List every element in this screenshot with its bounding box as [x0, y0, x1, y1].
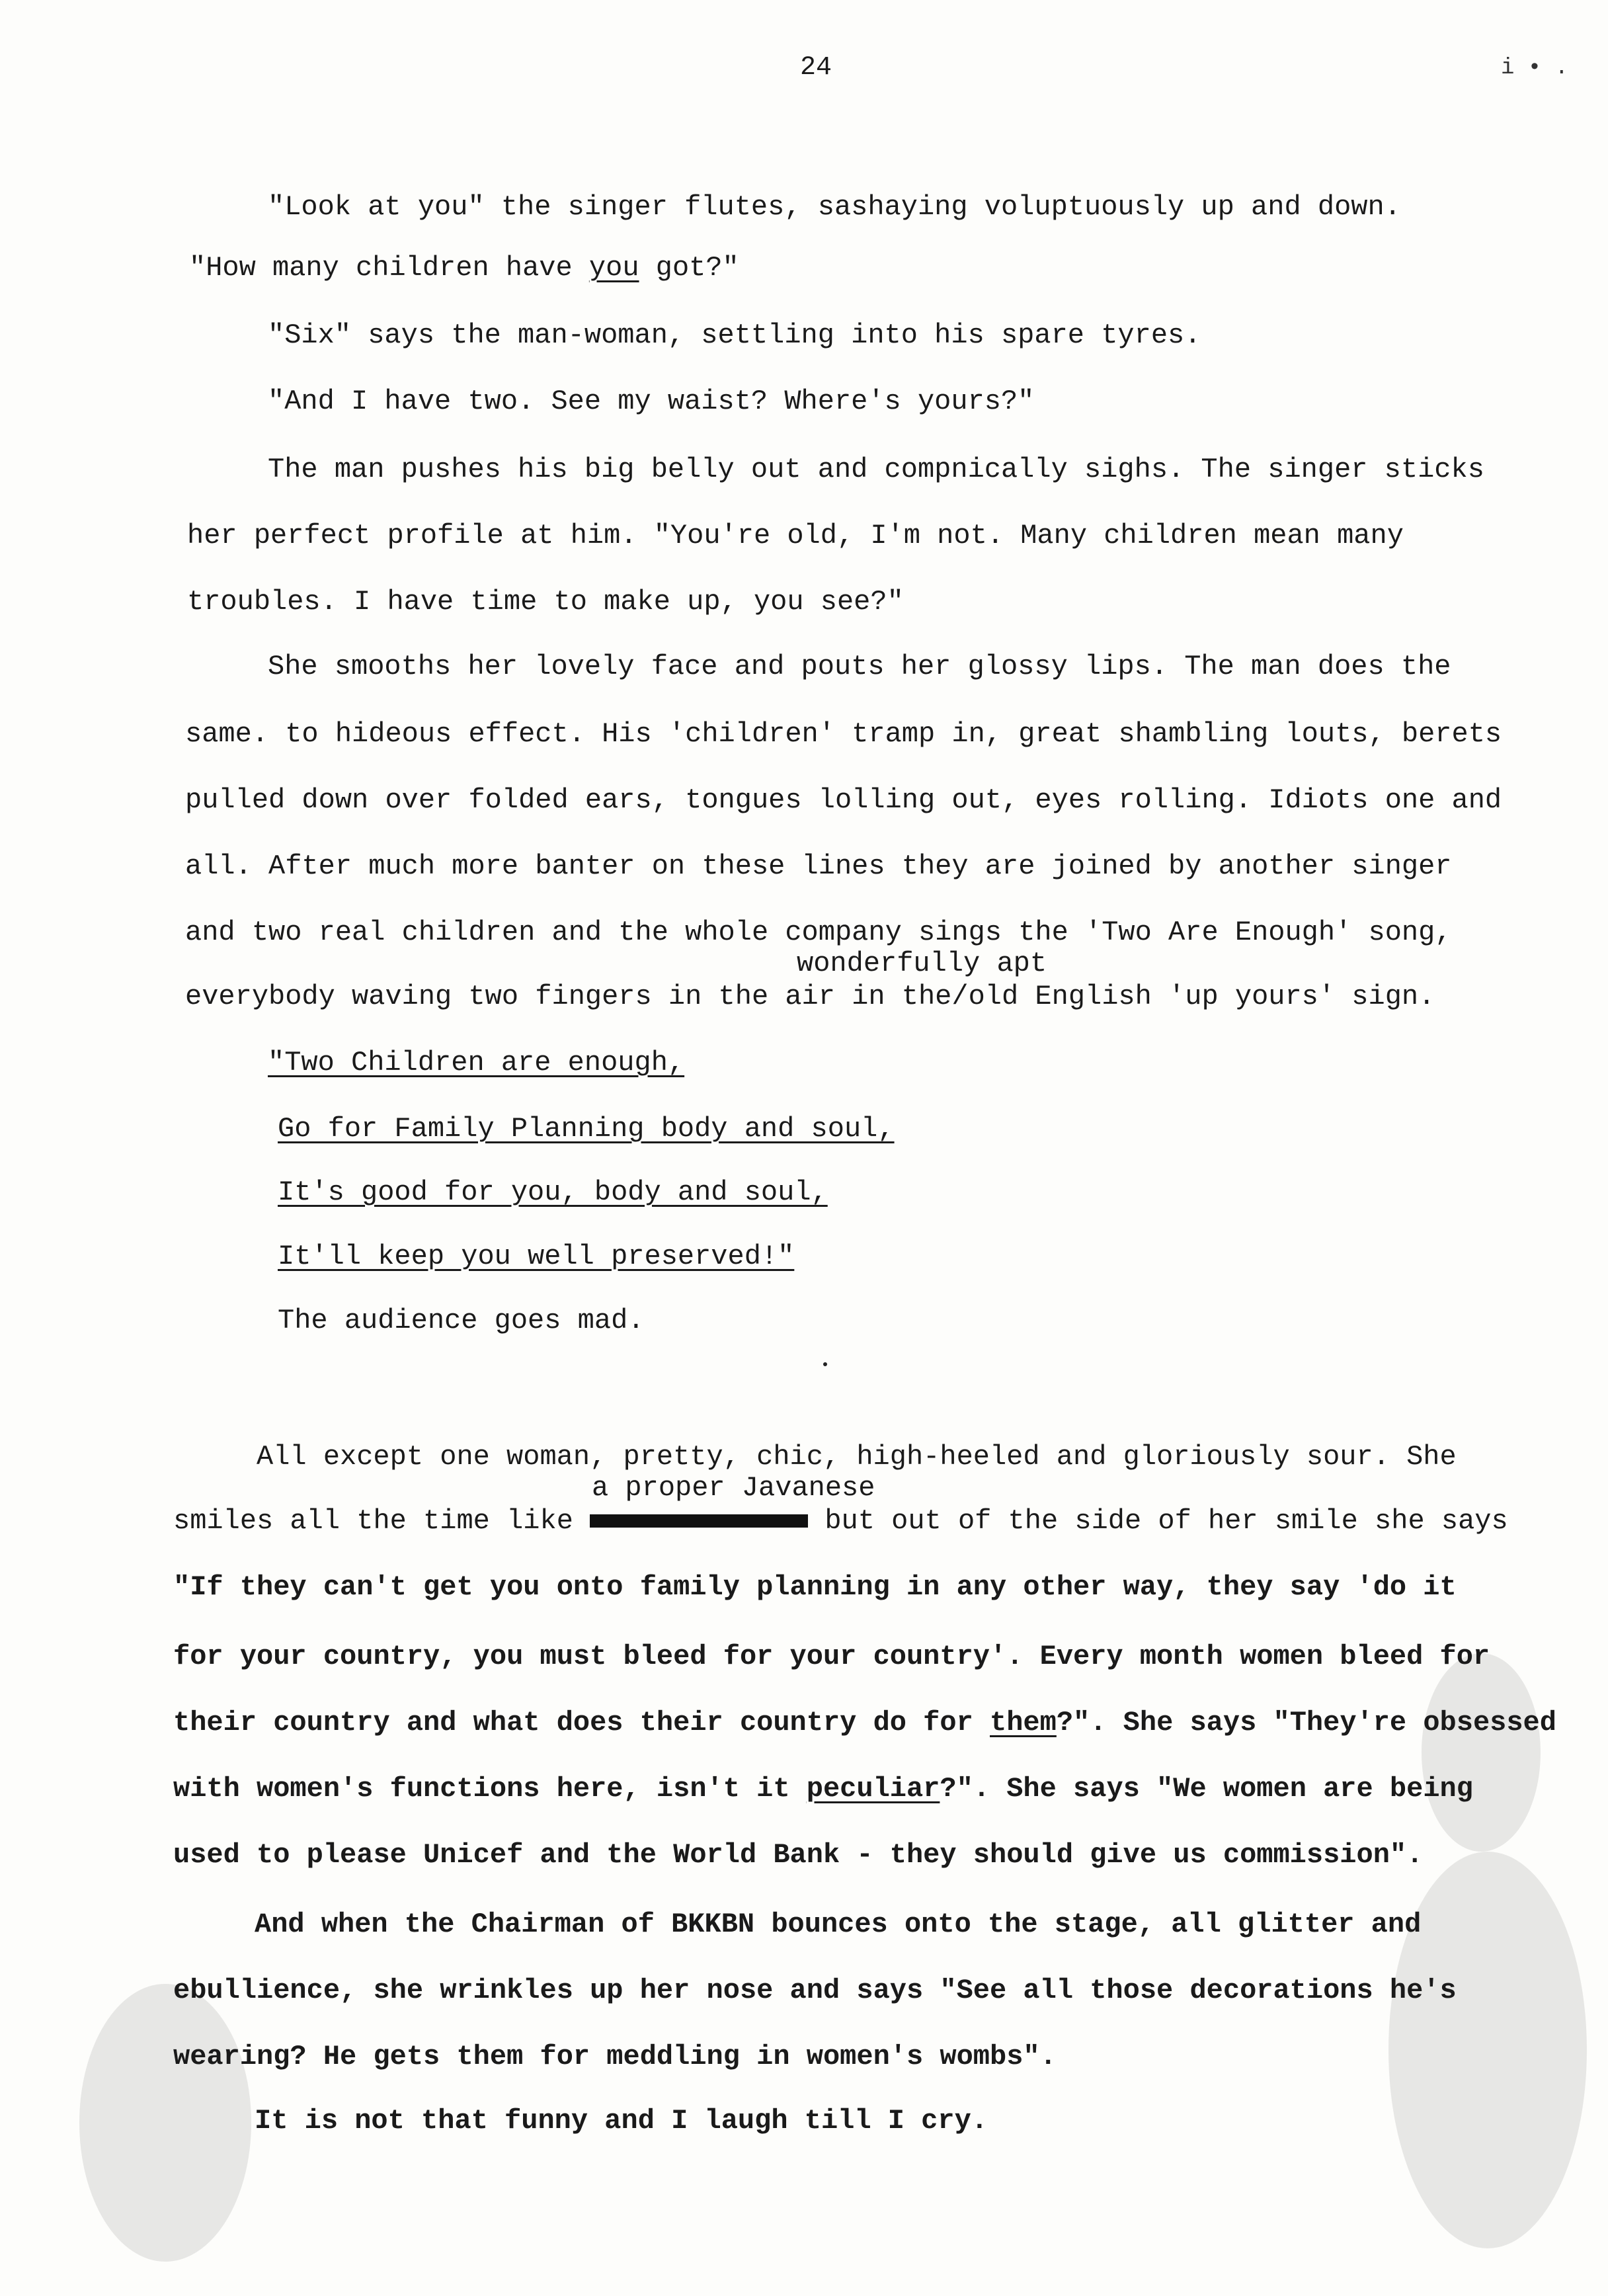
scan-noise: [79, 1984, 251, 2262]
stray-mark: [823, 1362, 827, 1366]
song-line: It'll keep you well preserved!": [278, 1241, 795, 1272]
text-line: [173, 1504, 1508, 1538]
struck-out-text: [590, 1514, 808, 1528]
text-line: All except one woman, pretty, chic, high-heeled and gloriously sour. She: [257, 1441, 1457, 1473]
text-fragment: got?": [639, 252, 739, 284]
text-fragment: ?". She says "They're obsessed: [1056, 1707, 1556, 1739]
handwritten-insertion: wonderfully apt: [797, 948, 1047, 979]
text-line: "Six" says the man-woman, settling into his spare tyres.: [268, 319, 1201, 351]
song-line: "Two Children are enough,: [268, 1047, 685, 1079]
underlined-word: them: [990, 1707, 1057, 1739]
text-fragment: "How many children have: [189, 252, 589, 284]
text-fragment: smiles all the time like: [173, 1505, 590, 1537]
text-line: her perfect profile at him. "You're old, I'm not. Many children mean many: [187, 520, 1404, 552]
scan-noise: [1422, 1653, 1541, 1852]
text-line: pulled down over folded ears, tongues lolling out, eyes rolling. Idiots one and: [185, 784, 1502, 816]
song-line: It's good for you, body and soul,: [278, 1176, 828, 1208]
text-line: She smooths her lovely face and pouts her glossy lips. The man does the: [268, 651, 1451, 682]
text-line: wearing? He gets them for meddling in women's wombs".: [173, 2041, 1057, 2072]
text-line: for your country, you must bleed for your country'. Every month women bleed for: [173, 1641, 1490, 1672]
text-line: [173, 1772, 1473, 1805]
text-line: "Look at you" the singer flutes, sashaying voluptuously up and down.: [268, 191, 1401, 223]
text-line: The man pushes his big belly out and compnically sighs. The singer sticks: [268, 454, 1484, 485]
text-fragment: their country and what does their country do for: [173, 1707, 990, 1739]
text-line: troubles. I have time to make up, you see?": [187, 586, 904, 618]
text-line: [173, 1706, 1556, 1739]
text-line: [189, 251, 739, 284]
text-line: It is not that funny and I laugh till I cry.: [255, 2105, 988, 2137]
text-line: and two real children and the whole company sings the 'Two Are Enough' song,: [185, 917, 1452, 948]
text-fragment: but out of the side of her smile she says: [808, 1505, 1508, 1537]
underlined-word: peculiar: [806, 1773, 940, 1805]
text-line: And when the Chairman of BKKBN bounces onto the stage, all glitter and: [255, 1908, 1422, 1940]
text-line: ebullience, she wrinkles up her nose and says "See all those decorations he's: [173, 1975, 1457, 2006]
text-line: everybody waving two fingers in the air in the/old English 'up yours' sign.: [185, 981, 1435, 1012]
text-line: used to please Unicef and the World Bank - they should give us commission".: [173, 1839, 1424, 1871]
text-line: The audience goes mad.: [278, 1305, 645, 1336]
text-fragment: with women's functions here, isn't it: [173, 1773, 807, 1805]
text-fragment: ?". She says "We women are being: [940, 1773, 1473, 1805]
text-line: "If they can't get you onto family planning in any other way, they say 'do it: [173, 1571, 1457, 1603]
song-line: Go for Family Planning body and soul,: [278, 1113, 895, 1145]
handwritten-insertion: a proper Javanese: [592, 1472, 875, 1504]
text-line: all. After much more banter on these lines they are joined by another singer: [185, 850, 1452, 882]
page-number: 24: [800, 53, 832, 83]
underlined-word: you: [588, 252, 639, 284]
text-line: "And I have two. See my waist? Where's yours?": [268, 386, 1035, 417]
corner-mark: i • .: [1501, 56, 1569, 81]
text-line: same. to hideous effect. His 'children' tramp in, great shambling louts, berets: [185, 718, 1502, 750]
